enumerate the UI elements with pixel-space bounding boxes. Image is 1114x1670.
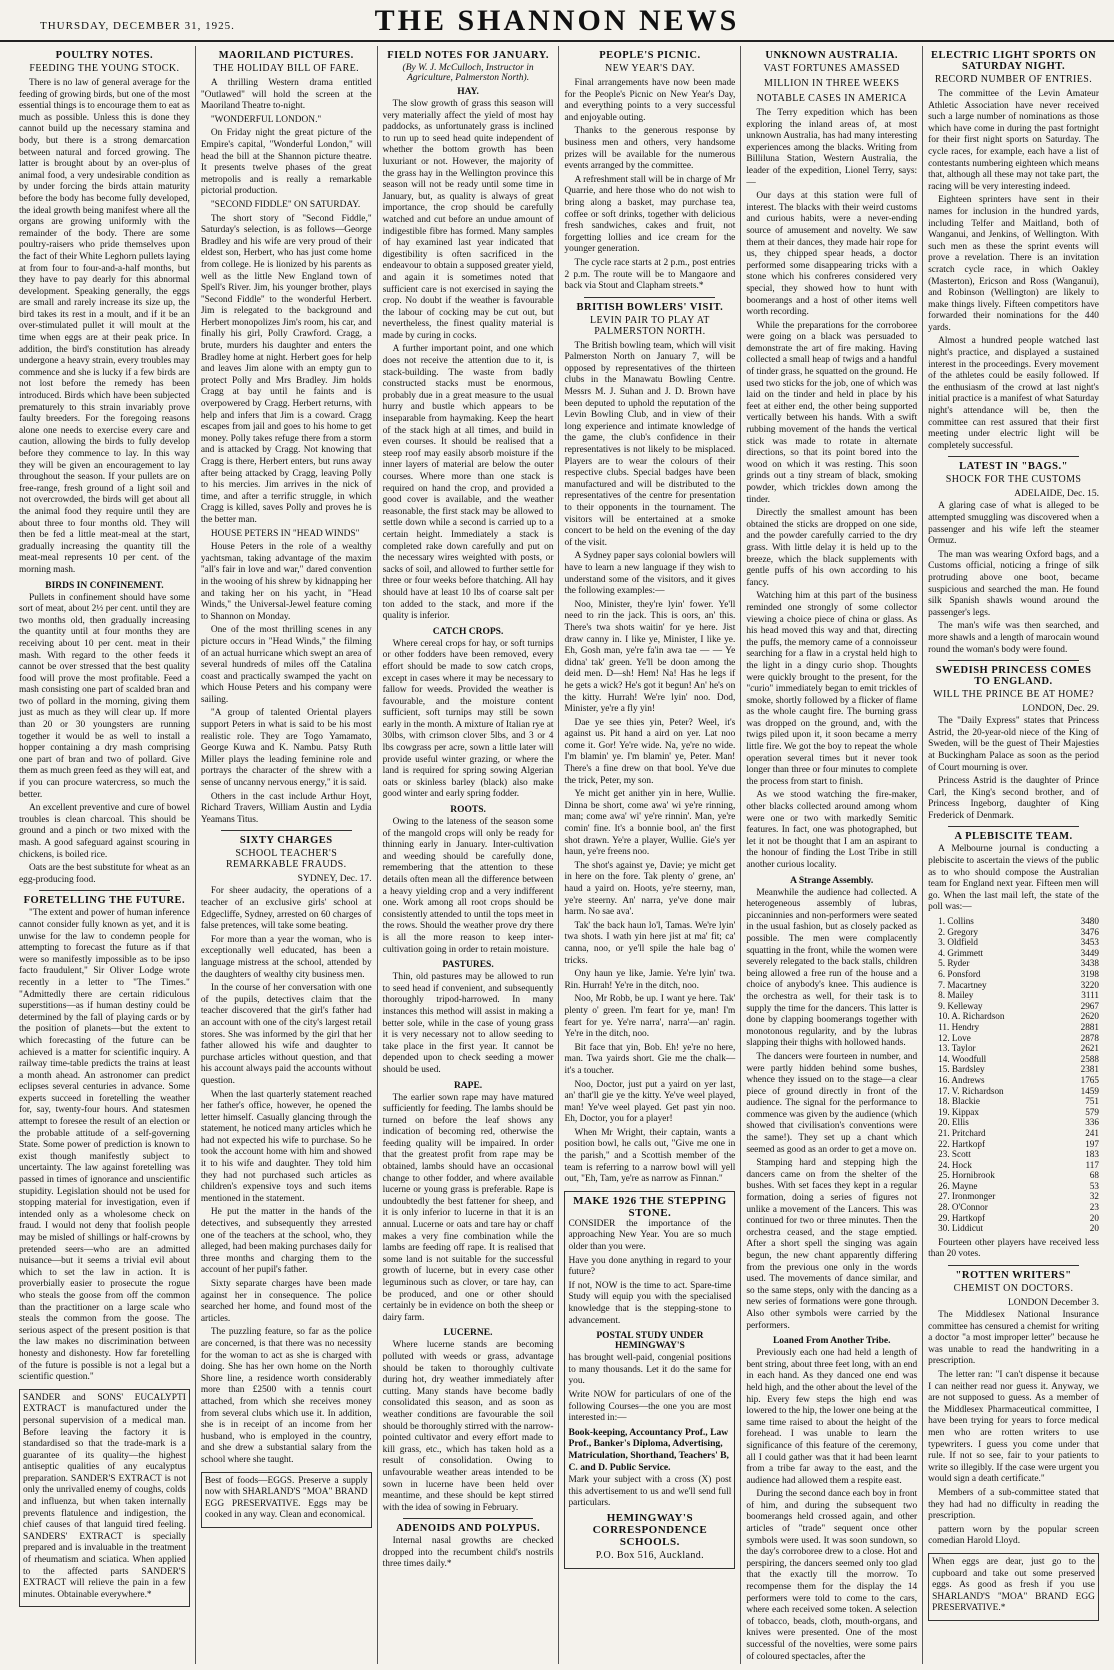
paragraph: A refreshment stall will be in charge of Mr Quarrie, and here those who do not wish to bring along a basket, may purchase tea, coffee or soft drinks, together with delicious fresh sandwiches, cakes and fruit, not forgetting lollies and ice cream for the younger generation. — [564, 174, 736, 255]
article-heading: ELECTRIC LIGHT SPORTS ON SATURDAY NIGHT. — [930, 50, 1097, 72]
paragraph: Mark your subject with a cross (X) post this advertisement to us and we'll send full particulars. — [568, 1475, 732, 1509]
section-heading: BIRDS IN CONFINEMENT. — [45, 580, 164, 591]
paragraph: If not, NOW is the time to act. Spare-time Study will equip you with the specialised knowledge that is the stepping-stone to advancement. — [568, 1280, 732, 1326]
divider — [584, 297, 715, 298]
paragraph: The shot's against ye, Davie; ye micht get in here on the fore. Tak plenty o' grene, an' haud a yaird on. Hoots, ye're steerny, man, ye're steerny. An' narra, ye've done mair harm. No sae ava'. — [564, 860, 736, 918]
paragraph: Princess Astrid is the daughter of Prince Carl, the King's second brother, and of Princess Ingeborg, daughter of King Frederick of Denmark. — [928, 776, 1099, 821]
section-heading: Loaned From Another Tribe. — [772, 1336, 891, 1347]
paragraph: On Friday night the great picture of the Empire's capital, "Wonderful London," will head the bill at the Shannon picture theatre. It presents twelve phases of the great metropolis and is really a remarkable pictorial production. — [200, 128, 372, 197]
paragraph: A Sydney paper says colonial bowlers will have to learn a new language if they wish to understand some of the visitors, and it gives the following examples:— — [564, 551, 736, 597]
column-5 — [741, 46, 923, 1664]
advertisement-body — [23, 1393, 186, 1602]
column-3 — [378, 46, 560, 1664]
paragraph: The Middlesex National Insurance committee has censured a chemist for writing a doctor "a most improper letter" because he was unable to read the handwriting in a prescription. — [928, 1310, 1099, 1367]
vote-count: 3198 — [1080, 969, 1099, 979]
player-name: 14. Woodfull — [938, 1053, 987, 1064]
player-name: 11. Hendry — [938, 1021, 980, 1032]
player-name: 28. O'Connor — [938, 1202, 988, 1213]
article-heading: MAORILAND PICTURES. — [218, 50, 354, 61]
vote-count: 3449 — [1080, 947, 1099, 958]
vote-count: 197 — [1085, 1138, 1099, 1149]
paragraph: An excellent preventive and cure of bowel troubles is clean charcoal. This should be ground and a pinch or two mixed with the mash. A good safeguard against scouring in chickens, is boiled rice. — [19, 803, 190, 860]
divider — [948, 1265, 1079, 1266]
article-heading: ADENOIDS AND POLYPUS. — [396, 1523, 541, 1535]
paragraph: Pullets in confinement should have some sort of meat, about 2½ per cent. until they are two months old, then gradually increasing the quantity until at four months they are receiving about 10 per cent. meat in their mash. With regard to the other feeds it cannot be over stressed that the best quality food will prove the most profitable. Feed a mash consisting one part of scalded bran and two of pollard in the morning, giving them just as much as they will clear up. If more than 20 or 30 youngsters are running together it would be as well to install a hopper containing a dry mash comprising one part of bran and two of pollard. Give them as much green feed as they will eat, and if you can procure watercress, so much the better. — [19, 592, 190, 800]
article-heading: PEOPLE'S PICNIC. — [599, 50, 701, 61]
player-name: 2. Gregory — [938, 926, 978, 937]
divider — [948, 456, 1079, 457]
paragraph: Directly the smallest amount has been obtained the sticks are dropped on one side, and the powder carefully carried to the dry grass. With little delay it is held up to the breeze, which the black supplements with gentle puffs of his own according to his fancy. — [746, 508, 918, 588]
paragraph: Our days at this station were full of interest. The blacks with their weird customs and curious habits, were a never-ending source of amusement and novelty. We saw them at their dances, they made hair rope for us, they chipped spear heads, a doctor performed some disappearing tricks with a stone which his confreres considered very special, they showed how to hunt with boomerangs and a host of other items well worth recording. — [746, 191, 918, 318]
player-name: 29. Hartkopf — [938, 1212, 986, 1223]
vote-count: 20 — [1089, 1223, 1099, 1234]
column-2 — [196, 46, 378, 1664]
article-subheading: MILLION IN THREE WEEKS — [764, 78, 900, 89]
vote-count: 2967 — [1080, 1000, 1099, 1011]
advertisement-heading: MAKE 1926 THE STEPPING STONE. — [573, 1194, 727, 1219]
paragraph: Where cereal crops for hay, or soft turnips or other fodders have been removed, every effort should be made to sow catch crops, except in cases where it may be necessary to fallow for weeds. Provided the weather is favourable, and the moisture content sufficient, soft turnips may still be sown early in the month. A mixture of Italian rye at 30lbs, with crimson clover 5lbs, and 3 or 4 lbs cowgrass per acre, sown a little later will provide useful winter grazing, or where the land is required for spring sowing Algerian oats or skinless barley (black) also make good winter and early spring fodder. — [382, 638, 554, 800]
advertiser-address: P.O. Box 516, Auckland. — [595, 1549, 705, 1561]
columns — [14, 46, 1104, 1664]
advertisement-subheading: POSTAL STUDY UNDER HEMINGWAY'S — [596, 1331, 704, 1352]
player-name: 20. Ellis — [938, 1117, 969, 1128]
paragraph: House Peters in the role of a wealthy yachtsman, taking advantage of the maxim "all's fair in love and war," dared convention in the wooing of his shrew by kidnapping her and taking her on his yacht, in "Head Winds," the Universal-Jewel feature coming to Shannon on Monday. — [200, 542, 372, 622]
article-sections — [383, 87, 554, 1514]
paragraph: When Mr Wright, their captain, wants a position bowl, he calls out, "Give me one in the parish," and a Scottish member of the team is referring to a narrow bowl will yell out, "Eh, Tam, ye're as narrow as Finnan." — [564, 1127, 736, 1185]
player-name: 3. Oldfield — [938, 937, 978, 948]
advertisement-body — [568, 1219, 731, 1327]
vote-count: 2881 — [1080, 1021, 1099, 1032]
poll-row — [938, 1033, 1099, 1044]
paragraph: A further important point, and one which does not receive the attention due to it, is stack-building. The waste from badly constructed stacks must be enormous, probably due in a great measure to the usual hurry and bustle which appears to be inseparable from haymaking. Keep the heart of the stack high at all times, and build in even courses. It should be realised that a steep roof may easily absorb moisture if the inner layers of material are below the outer courses. Where more than one stack is required on hand the crop, and provided a good cover is available, and the weather reasonable, the first stack may be allowed to settle down while a second is carried up to a certain height. Immediately a stack is completed rake down carefully and put on the necessary wires weighted with posts, or sacks of soil, and allowed to further settle for three or four weeks before thatching. All hay should have at least 10 lbs of coarse salt per ton added to the stack, and more if the quality is inferior. — [382, 344, 554, 622]
poll-row — [938, 937, 1099, 948]
vote-count: 53 — [1089, 1180, 1099, 1191]
paragraph: Ye micht get anither yin in here, Wullie. Dinna be short, come awa' wi ye're rinning, man; come awa' wi' ye're rinnin'. Man, ye're comin' fine. It's a bonnie bool, an' the first shot drawn. Ye're a player, Wullie. Gie's yer haun, ye're freens noo. — [564, 789, 736, 858]
paragraph: has brought well-paid, congenial positions to many thousands. Let it do the same for you. — [568, 1353, 732, 1387]
paragraph: The committee of the Levin Amateur Athletic Association have never received such a large number of nominations as those which have come in during the past fortnight for their first night sports on Saturday. The cycle races, for example, each have a list of contestants numbering eighteen which means that, although all these may not take part, the racing will be very interesting indeed. — [928, 89, 1099, 192]
player-name: 17. V. Richardson — [938, 1085, 1004, 1096]
paragraph: For more than a year the woman, who is exceptionally well educated, has been a language mistress at the school, attended by the daughters of wealthy city business men. — [200, 934, 372, 980]
paragraph: "The extent and power of human inference cannot consider fully known as yet, and it is unwise for the law to condemn people for attempting to forecast the future as if that were so manifestly impossible as to be ipso facto fraudulent," Sir Oliver Lodge wrote recently in a letter to "The Times." "Admittedly there are certain ridiculous superstitions—as if human destiny could be determined by the fall of playing cards or by the position of planets—but the extent to which forecasting of the future can be achieved is a matter for scientific inquiry. A railway time-table predicts the trains at least a month ahead. An astronomer can predict eclipses several centuries in advance. Some experts succeed in foretelling the weather for, say, twenty-four hours. And statesmen attempt to foresee the result of an election or the probable attitude of a self-governing State. Some power of prediction is known to exist though manifestly subject to uncertainty. The law against foretelling was passed in times of ignorance and unscientific stupidity. Legislation should not be used for stopping material for investigation, even if intended only as a wholesome check on fraud. I would not deny that foolish people may be misled of shillings or half-crowns by pretended seers—who are an admitted nuisance—but it seems a trivial evil about which to set the law in action. It is proverbially easier to prosecute the rogue who steals the goose from off the common than the practitioner on a large scale who steals the common from the goose. The serious aspect of the present position is that the law makes no discrimination between honesty and dishonesty. How far foretelling of the future is possible is not a legal but a scientific question." — [19, 908, 190, 1383]
paragraph: Thin, old pastures may be allowed to run to seed head if convenient, and subsequently thoroughly tripod-harrowed. In many instances this method will assist in making a better sole, while in the case of young grass it is very necessary not to allow seeding to take place in the first year. It cannot be depended upon to check seeding a mower should be used. — [382, 972, 554, 1075]
paragraph: Write NOW for particulars of one of the following Courses—the one you are most interested in:— — [568, 1389, 732, 1424]
paragraph: A thrilling Western drama entitled "Outlawed" will hold the screen at the Maoriland Theatre to-night. — [200, 78, 372, 112]
paragraph: The man's wife was then searched, and more shawls and a length of marocain wound round the woman's body were found. — [928, 621, 1099, 655]
vote-count: 2878 — [1080, 1032, 1099, 1043]
divider — [221, 830, 352, 831]
masthead — [0, 0, 1114, 42]
paragraph: Watching him at this part of the business reminded one strongly of some collector viewing a choice piece of china or glass. As his head moved this way and that, directing the puffs, the memory came of a connoisseur searching for a flaw in a crystal held high to the light in a dingy curio shop. Thoughts were quickly brought to the present, for the "curio" immediately began to emit trickles of smoke, shortly followed by a flicker of flame as the whole caught fire. The burning grass was dropped on the ground, and, with the twigs piled upon it, it soon became a merry little fire. We got the boy to repeat the whole operation several times but it never took longer than three or four minutes to complete the process from start to finish. — [746, 591, 918, 787]
article-body — [928, 716, 1099, 822]
player-name: 22. Hartkopf — [938, 1138, 986, 1149]
paragraph: Previously each one had held a length of bent string, about three feet long, with an end in each hand. As they danced one end was held high, and the other about the level of the hip. Every few steps the high end was lowered to the hip, the lower one being at the same time raised to about the height of the forehead. I was unable to learn the significance of this feature of the ceremony, all I could gather was that it had been learnt from a tribe far away to the east, and the audience had allowed them a respite east. — [746, 1348, 918, 1486]
player-name: 6. Ponsford — [938, 969, 981, 979]
player-name: 23. Scott — [938, 1149, 971, 1160]
divider — [39, 890, 170, 891]
player-name: 4. Grimmett — [938, 947, 984, 958]
vote-count: 20 — [1089, 1212, 1099, 1223]
article-body — [201, 78, 372, 826]
article-body — [928, 501, 1099, 656]
paragraph: The "Daily Express" states that Princess Astrid, the 20-year-old niece of the King of Sweden, will be the guest of Their Majesties at Buckingham Palace as soon as the period of Court mourning is over. — [928, 716, 1099, 773]
paragraph: The earlier sown rape may have matured sufficiently for feeding. The lambs should be turned on before the leaf shows any indication of becoming red, otherwise the feeding quality will be impaired. In order that the greatest profit from rape may be obtained, lambs should have an occasional change to other fodder, and where available lucerne or young grass is preferable. Rape is undoubtedly the best fattener for sheep, and it is only inferior to lucerne in that it is an annual. Lucerne or oats and tare hay or chaff makes a very fine combination while the lambs are feeding off rape. It is realised that some land is not suitable for the successful growth of lucerne, but in every case other leguminous such as clover, or tare hay, can be produced, and one or other should certainly be in evidence on both the sheep or dairy farm. — [382, 1092, 554, 1323]
paragraph: The puzzling feature, so far as the police are concerned, is that there was no necessity for the woman to act as she is charged with doing. She has her own home on the North Shore line, a residence worth considerably more than £2500 with a tennis court attached, from which she receives money from several clubs which use it. In addition, she is in receipt of an income from her husband, who is employed in the country, and she drew a substantial salary from the school where she taught. — [200, 1327, 372, 1465]
paragraph: pattern worn by the popular screen comedian Harold Lloyd. — [928, 1524, 1099, 1547]
paragraph: Bit face that yin, Bob. Eh! ye're no here, man. Twa yairds short. Gie me the chalk—it's a toucher. — [564, 1042, 736, 1076]
paragraph: Noo, Doctor, just put a yaird on yer last, an' that'll gie ye the kitty. Ye've weel played, man! Ye've weel played. Get past yin noo. Eh, Doctor, you for a player! — [564, 1079, 736, 1125]
divider — [403, 1518, 534, 1519]
paragraph: Others in the cast include Arthur Hoyt, Richard Travers, William Austin and Lydia Yeamans Titus. — [200, 791, 372, 825]
poll-row — [938, 1001, 1099, 1012]
poll-row — [938, 1107, 1099, 1118]
article-subheading: THE HOLIDAY BILL OF FARE. — [213, 63, 360, 74]
paragraph: Dae ye see thies yin, Peter? Weel, it's against us. Pit hand a aird on yer. Lat noo come it. Gor! Ye're wide. Na, ye're no wide. I'm blamin' ye. I'm blamin' ye, Peter. Man! There's a fine drew on that bool. Ye've due the trick, Peter, my son. — [564, 717, 736, 786]
paragraph: Noo, Mr Robb, be up. I want ye here. Tak' plenty o' green. I'm feart for ye, man! I'm feart for ye. Ye're narra', narra'—an' ragin. Ye're in the ditch, noo. — [564, 994, 736, 1040]
article-body — [201, 886, 372, 1466]
poll-row — [938, 969, 1099, 980]
section-heading: A Strange Assembly. — [790, 875, 874, 886]
paragraph: He put the matter in the hands of the detectives, and subsequently they arrested one of the teachers at the school, who, they alleged, had been making purchases daily for three months and charging them to the account of her pupil's father. — [200, 1207, 372, 1276]
article-body — [746, 108, 917, 872]
vote-count: 3111 — [1081, 990, 1099, 1001]
article-text: Internal nasal growths are checked dropped into the recumbent child's nostrils three times daily.* — [382, 1536, 554, 1570]
column-6 — [923, 46, 1104, 1664]
article-body — [19, 593, 190, 887]
paragraph: Noo, Minister, they're lyin' fower. Ye'll need to rin the jack. This is oors, an' this. There's twa shots waitin' for ye here. Jist draw canny in. I like ye, Minister, I like ye. Eh, Gosh man, ye're fa'in awa tae — — Ye didna' tak' green. Ye'll be doon among the deid men. D—sh! Hem! Na! Has he legs if he gets a wick? He's got it begun! An' he's on the kitty. Hurrah! We're lyin' noo. Dod, Minister, ye're a fly yin! — [564, 599, 736, 715]
article-subheading: NEW YEAR'S DAY. — [605, 63, 695, 74]
vote-count: 68 — [1089, 1170, 1099, 1181]
poll-row — [938, 927, 1099, 938]
player-name: 19. Kippax — [938, 1106, 979, 1117]
paragraph: While the preparations for the corroboree were going on a black was persuaded to demonstrate the art of fire making. Having collected a small heap of twigs and a handful of tinder grass, he squatted on the ground. He used two sticks for the job, one of which was laid on the tinder and held in place by his feet at either end, the other being supported vertically between his hands. With a swift rubbing movement of the hands the vertical stick was made to rotate in alternate directions, so that its point bored into the wood on which it was resting. This soon grinds out a tiny stream of black, smoking powder, which trickles down among the tinder. — [746, 320, 918, 505]
article-heading: FORETELLING THE FUTURE. — [23, 895, 186, 907]
article-heading: FIELD NOTES FOR JANUARY. — [387, 50, 549, 61]
paragraph: The cycle race starts at 2 p.m., post entries 2 p.m. The route will be to Mangaore and back via Stout and Clapham streets.* — [564, 257, 736, 292]
player-name: 13. Taylor — [938, 1043, 976, 1054]
vote-count: 3453 — [1080, 937, 1099, 948]
article-subheading: LEVIN PAIR TO PLAY AT PALMERSTON NORTH. — [590, 314, 710, 337]
poll-row — [938, 1064, 1099, 1075]
paragraph: A glaring case of what is alleged to be attempted smuggling was discovered when a passenger and his wife left the steamer Ormuz. — [928, 501, 1099, 547]
paragraph: Tak' the back haun lo'l, Tamas. We're lyin' twa shots. I wath yin here jist at ma' fit; ca' canna, noo, or ye'll spile the hale bag o' tricks. — [564, 920, 736, 966]
advertiser-name: HEMINGWAY'S CORRESPONDENCE SCHOOLS. — [592, 1511, 708, 1548]
paragraph: Ony haun ye like, Jamie. Ye're lyin' twa. Rin. Hurrah! Ye're in the ditch, noo. — [564, 969, 736, 991]
player-name: 18. Blackie — [938, 1096, 980, 1107]
paragraph: For sheer audacity, the operations of a teacher of an exclusive girls' school at Edgecliffe, Sydney, arrested on 60 charges of false pretences, will take some beating. — [200, 886, 372, 932]
player-name: 5. Ryder — [938, 958, 970, 969]
paragraph: Sixty separate charges have been made against her in consequence. The police searched her home, and found most of the articles. — [200, 1279, 372, 1324]
article-heading: BRITISH BOWLERS' VISIT. — [576, 301, 724, 313]
article-heading: "ROTTEN WRITERS" — [955, 1270, 1072, 1282]
paragraph: One of the most thrilling scenes in any picture occurs in "Head Winds," the filming of an actual hurricane which swept an area of several hundreds of miles off the Catalina coast and practically swamped the yacht on which House Peters and his company were sailing. — [200, 625, 372, 705]
course-list: Book-keeping, Accountancy Prof., Law Prof., Banker's Diploma, Advertising, Matriculation, Shorthand, Teachers' B, C. and D. Public Service. — [568, 1426, 729, 1473]
vote-count: 1459 — [1080, 1085, 1099, 1096]
article-subheading: FEEDING THE YOUNG STOCK. — [29, 63, 180, 74]
advertisement — [201, 1472, 372, 1528]
paragraph: The dancers were fourteen in number, and were partly hidden behind some bushes, whence they issued on to the stage—a clear piece of ground directly in front of the audience. The signal for the performance to commence was given by the audience (which showed that civilisation's conventions were the same!). They set up a chant which seemed as good as an order to get a move on. — [746, 1051, 918, 1155]
article-body — [19, 78, 190, 577]
poll-row — [938, 1043, 1099, 1054]
article-body — [928, 844, 1099, 914]
vote-count: 3476 — [1080, 926, 1099, 937]
article-subheading: SHOCK FOR THE CUSTOMS — [945, 474, 1082, 486]
article-body — [928, 89, 1099, 452]
vote-count: 117 — [1085, 1159, 1099, 1170]
player-name: 10. A. Richardson — [938, 1011, 1005, 1022]
section-heading: RAPE. — [453, 1080, 483, 1091]
player-name: 21. Pritchard — [938, 1127, 986, 1138]
poll-row — [938, 1139, 1099, 1150]
player-name: 16. Andrews — [938, 1074, 985, 1085]
article-subheading: WILL THE PRINCE BE AT HOME? — [933, 689, 1094, 701]
poll-row — [938, 1223, 1099, 1234]
paragraph: "WONDERFUL LONDON." — [210, 114, 322, 125]
poll-row — [938, 1022, 1099, 1033]
paragraph: During the second dance each boy in front of him, and during the subsequent two boomerangs held crossed again, and other articles of "trade" sequent once other symbols were used. It was soon sundown, so the day's corroboree drew to a close. Hot and perspiring, the dancers seemed only too glad that the exactly till the morrow. To recompense them for the display the 14 performers were told to come to the cars, where each received some token. A selection of tobacco, beads, cloth, mouth-organs, and knives were presented. One of the most successful of the novelties, were some pairs of coloured spectacles, after the — [746, 1489, 918, 1662]
paragraph: Eighteen sprinters have sent in their names for inclusion in the hundred yards, including Telfer and Maitland, both of Wanganui, and Jenkins, of Wellington. With such men as these the sprint events will prove a revelation. There is an invitation scratch cycle race, in which Oakley (Masterton), Ericson and Ross (Wanganui), and Robinson (Wellington) are likely to make things lively. Fifteen competitors have forwarded their nominations for the 440 yards. — [928, 195, 1099, 333]
paragraph: As we stood watching the fire-maker, other blacks collected around among whom were one or two with markedly Semitic features. In fact, one was photographed, but let it not be thought that I am an aspirant to the honour of finding the Lost Tribe in still another curious locality. — [746, 790, 918, 870]
poll-row — [938, 948, 1099, 959]
section-heading: LUCERNE. — [443, 1328, 493, 1339]
poll-row — [938, 1202, 1099, 1213]
article-heading: A PLEBISCITE TEAM. — [954, 831, 1073, 843]
divider — [948, 660, 1079, 661]
paragraph: The British bowling team, which will visit Palmerston North on January 7, will be opposed by representatives of the thirteen clubs in the Manawatu Bowling Centre. Messrs M. J. Suhan and J. D. Brown have been deputed to uphold the reputation of the Levin Bowling Club, and in view of their long experience and intimate knowledge of the game, the club's confidence in their representatives is not likely to be misplaced. Players are to wear the colours of their respective clubs. Special badges have been manufactured and will be distributed to the representatives of the centre for presentation to their opponents in the tournament. The visitors will be entertained at a smoke concert to be held on the evening of the day of the visit. — [564, 340, 736, 548]
player-name: 8. Mailey — [938, 990, 974, 1001]
poll-row — [938, 1128, 1099, 1139]
vote-count: 2588 — [1080, 1053, 1099, 1064]
paragraph: Thanks to the generous response by business men and others, very handsome prizes will be available for the numerous events arranged by the committee. — [564, 126, 736, 172]
advertisement-text: Best of foods—EGGS. Preserve a supply now with SHARLAND'S "MOA" BRAND EGG PRESERVATIVE. Eggs may be cooked in any way. Clean and economical. — [204, 1475, 368, 1521]
paragraph: In the course of her conversation with one of the pupils, detectives claim that the teacher discovered that the girl's father had an account with one of the city's largest retail stores. She was informed by the girl that her father allowed his wife and daughter to purchase articles without question, and that his account always paid the accounts without question. — [200, 983, 372, 1086]
paragraph: Meanwhile the audience had collected. A heterogeneous assembly of lubras, piccaninnies and non-performers were seated in the usual fashion, but as closely packed as possible. The men were complacently squatting in the front, while the women were severely relegated to the back stalls, children being allowed a free run of the house and a choice of anybody's knee. This audience is the orchestra as well, for their task is to supply the time for the dancers. This latter is done by clapping boomerangs together with monotonous regularity, and by the lubras slapping their thighs with hollowed hands. — [746, 887, 918, 1049]
article-body — [19, 908, 190, 1383]
vote-count: 23 — [1089, 1202, 1099, 1213]
vote-count: 32 — [1089, 1191, 1099, 1202]
player-name: 1. Collins — [938, 916, 974, 927]
paragraph: The slow growth of grass this season will very materially affect the yield of most hay paddocks, as unfortunately grass is inclined to run up to seed head quite independent of whether the bottom growth has been luxuriant or not. However, the majority of the grass hay in the Wellington province this season will not be ready until some time in January, but, as quality is always of great importance, the crop should be carefully watched and cut before an undue amount of indigestible fibre has formed. Many samples of hay examined last year indicated that digestibility is often sacrificed in the endeavour to obtain a supposed greater yield, and again it is sometimes noted that sufficient care is not exercised in saying the crop. No doubt if the weather is favourable the labour of cocking may be cut out, but nevertheless, the finest quality material is made by curing in cocks. — [382, 99, 554, 341]
paragraph: When the last quarterly statement reached her father's office, however, he opened the letter himself. Casually glancing through the statement, he noticed many articles which he had not expected his wife to purchase. So he took the account home with him and showed it to his wife and daughter. They told him they had not purchased such articles as children's expensive toys and such items mentioned in the statement. — [200, 1089, 372, 1204]
newspaper-title: THE SHANNON NEWS — [374, 4, 740, 37]
article-heading: SIXTY CHARGES — [239, 835, 333, 847]
poll-row — [938, 1096, 1099, 1107]
poll-row — [938, 980, 1099, 991]
paragraph: The short story of "Second Fiddle," Saturday's selection, is as follows—George Bradley and his wife are very proud of their eldest son, Herbert, who has just come home from college. He is lionized by his parents as well as the little New England town of Spell's River. Jim, his younger brother, plays "Second Fiddle" to the wonderful Herbert. Jim is relegated to the background and Herbert monopolizes Jim's room, his car, and finally his girl, Polly Crawford. Cragg, a brute, murders his daughter and enters the Bradley home at night. Herbert goes for help and leaves Jim alone with an empty gun to protect Polly and Mrs Bradley. Jim holds Cragg at bay until he faints and is overpowered by Cragg. Herbert returns, with help and infers that Jim is a coward. Cragg escapes from jail and goes to his home to get money. Polly takes refuge there from a storm and is attacked by Cragg. Not knowing that Cragg is there, Herbert enters, but runs away after being attacked by Cragg, leaving Polly to his mercies. Jim arrives in the nick of time, and after a terrific struggle, in which Cragg is killed, saves Polly and proves he is the better man. — [200, 213, 372, 525]
advertisement-body — [568, 1475, 731, 1510]
article-heading: UNKNOWN AUSTRALIA. — [765, 50, 899, 61]
column-4 — [559, 46, 741, 1664]
player-name: 7. Macartney — [938, 979, 987, 990]
paragraph: "SECOND FIDDLE" ON SATURDAY. — [210, 199, 361, 210]
paragraph: There is no law of general average for the feeding of growing birds, but one of the most essential things is to encourage them to eat as much as possible. Unless this is done they cannot build up the necessary stamina and body, but there is a strong demarcation between natural and forced growing. The latter is brought about by an over-plus of animal food, a very undesirable condition as by under forcing the birds attain maturity before the body has become fully developed, the ideal growth being manifest where all the organs are growing uniformly with the remainder of the body. There are some poultry-raisers who pride themselves upon the fact of their White Leghorn pullets laying at from four to four-and-a-half months, but they have to pay dearly for this abnormal development. Speaking generally, the eggs are small and rarely increase its size up, the bird takes its rest in a moult, and if it be an over-stimulated pullet it will moult at the time when eggs are at their peak price. In addition, the bird's constitution has already undergone a heavy strain, every troubles may commence and she is lucky if a few birds are not lost before the remedy has been introduced. Birds which have been subjected prematurely to this strain invariably prove faulty breeders. For the foregoing reasons alone one needs to exercise every care and caution, allowing the birds to fully develop before they commence to lay. In this way they will be given an encouragement to lay throughout the season. If your pullets are on free-range, fresh ground of a light soil and not overcrowded, the birds will get about all the animal food they require until they are about three to four months old. They will then be fed a little meat-meal at the start, gradually increasing the quantity till the meat-meal represents 10 per cent. of the morning mash. — [19, 78, 190, 575]
divider — [948, 826, 1079, 827]
paragraph: The man was wearing Oxford bags, and a Customs official, noticing a fringe of silk protruding above one boot, became suspicious and searched the man. He found silk Spanish shawls wound around the passenger's legs. — [928, 549, 1099, 618]
poll-row — [938, 1149, 1099, 1160]
article-subheading: SCHOOL TEACHER'S REMARKABLE FRAUDS. — [225, 848, 347, 871]
section-heading: ROOTS. — [450, 805, 486, 816]
player-name: 27. Ironmonger — [938, 1191, 996, 1202]
dateline: SYDNEY, Dec. 17. — [297, 874, 372, 885]
vote-count: 183 — [1085, 1149, 1099, 1160]
dateline: ADELAIDE, Dec. 15. — [1014, 489, 1099, 500]
article-body — [928, 1310, 1099, 1548]
poll-row — [938, 916, 1099, 927]
advertisement — [564, 1191, 735, 1569]
vote-count: 3480 — [1080, 916, 1099, 927]
article-heading: POULTRY NOTES. — [55, 50, 154, 61]
vote-count: 751 — [1085, 1096, 1099, 1107]
paragraph: Have you done anything in regard to your future? — [568, 1255, 732, 1278]
paragraph: Almost a hundred people watched last night's practice, and displayed a sustained interest in the proceedings. Every movement of the athletes could be easily followed. If the enthusiasm of the crowd at last night's initial practice is a manifest of what Saturday night's attendance will be, then the committee can rest assured that their first meeting under electric light will be completely successful. — [928, 336, 1099, 451]
player-name: 24. Hock — [938, 1159, 972, 1170]
advertisement — [928, 1553, 1099, 1621]
article-subheading: CHEMIST ON DOCTORS. — [953, 1283, 1074, 1295]
paragraph: "A group of talented Oriental players support Peters in what is said to be his most realistic role. They are Togo Yamamato, George Kuwa and K. Nambu. Patsy Ruth Miller plays the leading feminine role and portrays the character of the shrew with a sense of uncanny nervous energy," it is said. — [200, 708, 372, 789]
poll-row — [938, 1160, 1099, 1171]
dateline: LONDON, Dec. 29. — [1022, 704, 1099, 715]
poll-row — [938, 1054, 1099, 1065]
vote-count: 1765 — [1080, 1074, 1099, 1085]
vote-count: 3220 — [1080, 979, 1099, 990]
vote-count: 2620 — [1080, 1011, 1099, 1022]
poll-row — [938, 1117, 1099, 1128]
poll-row — [938, 1075, 1099, 1086]
player-name: 26. Mayne — [938, 1180, 978, 1191]
article-body — [746, 1348, 917, 1663]
poll-footnote: Fourteen other players have received less than 20 votes. — [928, 1237, 1099, 1260]
poll-row — [938, 990, 1099, 1001]
paragraph: HOUSE PETERS IN "HEAD WINDS" — [210, 528, 360, 539]
article-subheading: NOTABLE CASES IN AMERICA — [756, 93, 907, 104]
paragraph: SANDER and SONS' EUCALYPTI EXTRACT is manufactured under the personal supervision of a medical man. Before leaving the factory it is standardised so that the trade-mark is a guarantee of its quality—the highest antiseptic qualities of any eucalyptus preparation. SANDER'S EXTRACT is not only the unrivalled enemy of coughs, colds and influenza, but when taken internally prevents flatulence and indigestion, the chief causes of that languid tired feeling. SANDERS' EXTRACT is specially prepared and is invaluable in the treatment of rheumatism and sciatica. When applied to the affected parts SANDER'S EXTRACT will relieve the pain in a few minutes. Obtainable everywhere.* — [23, 1392, 186, 1600]
vote-count: 579 — [1085, 1106, 1099, 1117]
vote-count: 336 — [1085, 1117, 1099, 1128]
player-name: 12. Love — [938, 1032, 971, 1043]
player-name: 30. Liddicut — [938, 1223, 984, 1234]
advertisement-body — [568, 1353, 731, 1425]
paragraph: Oats are the best substitute for wheat as an egg-producing food. — [19, 863, 190, 885]
article-subheading: RECORD NUMBER OF ENTRIES. — [934, 74, 1093, 85]
paragraph: Members of a sub-committee stated that they had had no difficulty in reading the prescription. — [928, 1487, 1099, 1522]
poll-row — [938, 1086, 1099, 1097]
paragraph: Stamping hard and stepping high the dancers came on from the shelter of the bushes. With set faces they kept in a regular formation, doing a series of figures not unlike a movement of the Lancers. This was continued for two or three minutes. Then the orchestra ceased, and the stage emptied. After a short spell the singing was again begun, the new chant apparently differing from the previous one only in the words used. The movements of dance similar, and so the same steps, only with the dancing as a new series of formations were gone through. Also other symbols were carried by the performers. — [746, 1158, 918, 1331]
section-heading: HAY. — [457, 87, 479, 97]
paragraph: CONSIDER the importance of the approaching New Year. You are so much older than you were. — [568, 1218, 732, 1253]
article-subheading: VAST FORTUNES AMASSED — [763, 63, 900, 74]
poll-row — [938, 1011, 1099, 1022]
article-body — [746, 888, 917, 1333]
poll-row — [938, 958, 1099, 969]
vote-count: 241 — [1085, 1127, 1099, 1138]
byline: (By W. J. McCulloch, Instructor in Agriculture, Palmerston North). — [402, 63, 534, 83]
paragraph: The letter ran: "I can't dispense it because I can neither read nor guess it. Anyway, we are not supposed to guess. As a member of the Middlesex Pharmaceutical committee, I have been trying for years to force medical men who are rotten writers to use typewriters. I guess you come under that rule. If not so see, fair to your patients to write so illegibly. If the case were urgent you would sign a death certificate." — [928, 1370, 1099, 1485]
paragraph: The Terry expedition which has been exploring the inland areas of, at most unknown Australia, has had many interesting experiences among the blacks. Writing from Billiluna Station, Western Australia, the leader of the expedition, Lionel Terry, says:— — [746, 108, 918, 188]
poll-row — [938, 1191, 1099, 1202]
paragraph: Final arrangements have now been made for the People's Picnic on New Year's Day, and everything points to a very successful and enjoyable outing. — [564, 78, 736, 123]
poll-row — [938, 1213, 1099, 1224]
paragraph: Owing to the lateness of the season some of the mangold crops will only be ready for thinning early in January. Inter-cultivation and weeding should be carefully done, remembering that the attention to these details often mean all the difference between a heavy yielding crop and a very indifferent one. Work among all root crops should be consistently attended to until the tops meet in the rows. Should the weather prove dry there is all the more reason to keep inter-cultivation going in order to retain moisture. — [382, 817, 554, 955]
section-heading: PASTURES. — [442, 960, 494, 971]
dateline: LONDON December 3. — [1007, 1298, 1099, 1309]
column-1 — [14, 46, 196, 1664]
player-name: 9. Kelleway — [938, 1000, 983, 1011]
advertisement — [19, 1389, 190, 1608]
section-heading: CATCH CROPS. — [432, 626, 504, 637]
article-body — [564, 78, 735, 293]
player-name: 15. Bardsley — [938, 1064, 985, 1075]
poll-row — [938, 1170, 1099, 1181]
vote-count: 2621 — [1080, 1043, 1099, 1054]
article-heading: LATEST IN "BAGS." — [959, 461, 1068, 473]
vote-count: 3438 — [1080, 958, 1099, 969]
advertisement-text: When eggs are dear, just go to the cupboard and take out some preserved eggs. As good as fresh if you use SHARLAND'S "MOA" BRAND EGG PRESERVATIVE.* — [932, 1556, 1095, 1614]
poll-table — [938, 916, 1099, 1234]
issue-date: THURSDAY, DECEMBER 31, 1925. — [40, 20, 235, 32]
article-heading: SWEDISH PRINCESS COMES TO ENGLAND. — [935, 665, 1092, 688]
article-body — [564, 341, 735, 1186]
player-name: 25. Hornibrook — [938, 1170, 995, 1181]
poll-row — [938, 1181, 1099, 1192]
paragraph: A Melbourne journal is conducting a plebiscite to ascertain the views of the public as to who should compose the Australian team for England next year. Fifteen men will go. When the last mail left, the state of the poll was:— — [928, 844, 1099, 913]
vote-count: 2381 — [1080, 1064, 1099, 1075]
paragraph: Where lucerne stands are becoming polluted with weeds or grass, advantage should be taken to thoroughly cultivate during hot, dry weather immediately after cutting. Many stands have become badly consolidated this season, and as soon as weather conditions are favourable the soil should be thoroughly stirred with the narrow-pointed cultivator and every effort made to kill grass, etc., which has taken hold as a result of consolidation. Owing to unfavourable weather areas intended to be sown in lucerne have been held over meantime, and these should be kept stirred with the idea of sowing in February. — [382, 1340, 554, 1513]
